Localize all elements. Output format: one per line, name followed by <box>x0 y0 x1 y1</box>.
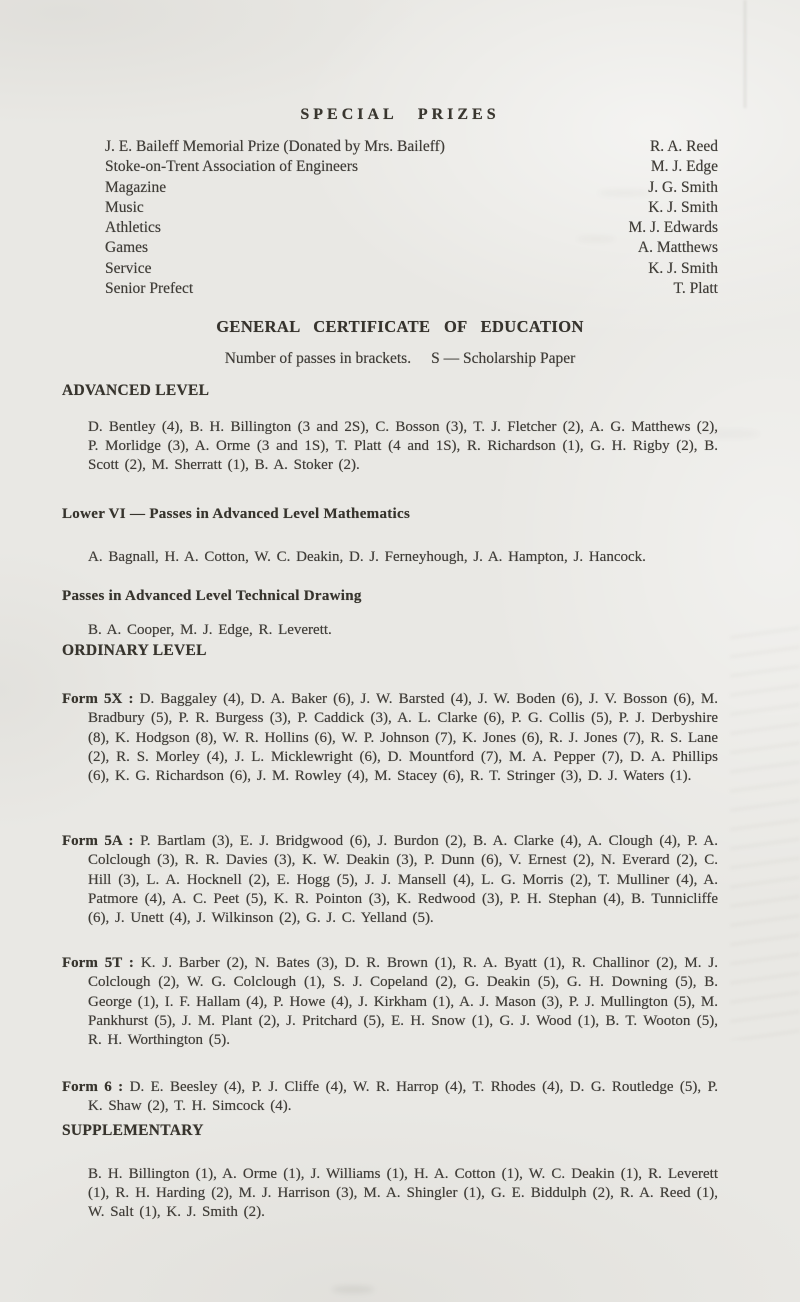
prize-recipient: J. G. Smith <box>648 178 718 196</box>
prize-name: Senior Prefect <box>105 280 194 298</box>
paper-crease <box>744 0 746 108</box>
prize-name: Stoke-on-Trent Association of Engineers <box>105 158 358 176</box>
paper-wrinkle <box>730 620 800 1040</box>
form-5x-results <box>62 690 718 786</box>
prize-row <box>105 279 718 299</box>
prize-name: Service <box>105 259 152 277</box>
technical-drawing-heading: Passes in Advanced Level Technical Drawing <box>62 588 362 604</box>
gce-note-right: S — Scholarship Paper <box>431 350 576 367</box>
supplementary-heading: SUPPLEMENTARY <box>62 1122 204 1139</box>
prize-name: Games <box>105 239 149 257</box>
form-5t-names: K. J. Barber (2), N. Bates (3), D. R. Brown (1), R. A. Byatt (1), R. Challinor (2), M. J. Colclough (2), W. G. Colclough (1), S. J. Copeland (2), G. Deakin (5), G. H. Downing (5), B. George (1), I. F. Hallam (4), P. Howe (4), J. Kirkham (1), A. J. Mason (3), P. J. Mullington (5), M. Pankhurst (5), J. M. Plant (2), J. Pritchard (5), E. H. Snow (1), G. J. Wood (1), B. T. Wooton (5), R. H. Worthington (5). <box>88 955 719 1049</box>
form-6-label: Form 6 : <box>62 1079 124 1095</box>
prize-recipient: M. J. Edge <box>650 158 718 176</box>
form-5a-label: Form 5A : <box>62 833 134 849</box>
supplementary-names: B. H. Billington (1), A. Orme (1), J. Williams (1), H. A. Cotton (1), W. C. Deakin (1), R. Leverett (1), R. H. Harding (2), M. J. Harrison (3), M. A. Shingler (1), G. E. Biddulph (2), R. A. Reed (1), W. Salt (1), K. J. Smith (2). <box>88 1166 718 1220</box>
prize-recipient: A. Matthews <box>637 239 718 257</box>
prize-recipient: M. J. Edwards <box>628 219 718 237</box>
prize-recipient: T. Platt <box>673 280 718 298</box>
prize-row <box>105 157 718 177</box>
prize-row <box>105 218 718 238</box>
prize-row <box>105 259 718 279</box>
scan-smudge <box>332 1286 374 1293</box>
gce-title: GENERAL CERTIFICATE OF EDUCATION <box>216 317 584 336</box>
form-5a-results <box>62 832 718 928</box>
prize-name: Music <box>105 198 144 216</box>
gce-note-left: Number of passes in brackets. <box>224 350 412 367</box>
ordinary-level-heading: ORDINARY LEVEL <box>62 642 207 659</box>
form-5a-names: P. Bartlam (3), E. J. Bridgwood (6), J. Burdon (2), B. A. Clarke (4), A. Clough (4), P. A. Colclough (3), R. R. Davies (3), K. W. Deakin (3), P. Dunn (6), V. Ernest (2), N. Everard (2), C. Hill (3), L. A. Hocknell (2), E. Hogg (5), J. J. Mansell (4), L. G. Morris (2), T. Mulliner (4), A. Patmore (4), A. C. Peet (5), K. R. Pointon (3), K. Redwood (3), P. H. Stephan (4), B. Tunnicliffe (6), J. Unett (4), J. Wilkinson (2), G. J. C. Yelland (5). <box>88 833 719 927</box>
special-prizes-title: SPECIAL PRIZES <box>300 106 500 123</box>
form-5t-label: Form 5T : <box>62 955 134 971</box>
prize-row <box>105 137 718 157</box>
prize-row <box>105 198 718 218</box>
form-6-results <box>62 1078 718 1117</box>
form-5x-label: Form 5X : <box>62 691 134 707</box>
prize-row <box>105 238 718 258</box>
prize-name: Magazine <box>105 178 167 196</box>
prize-recipient: K. J. Smith <box>648 259 718 277</box>
prize-row <box>105 178 718 198</box>
special-prizes-list <box>105 137 718 299</box>
lower-vi-names: A. Bagnall, H. A. Cotton, W. C. Deakin, D. J. Ferneyhough, J. A. Hampton, J. Hancock. <box>88 549 646 565</box>
form-5t-results <box>62 954 718 1050</box>
prize-recipient: R. A. Reed <box>649 138 718 155</box>
prize-recipient: K. J. Smith <box>648 198 718 216</box>
form-5x-names: D. Baggaley (4), D. A. Baker (6), J. W. Barsted (4), J. W. Boden (6), J. V. Bosson (6), M. Bradbury (5), P. R. Burgess (3), P. Caddick (3), A. L. Clarke (6), P. G. Collis (5), P. J. Derbyshire (8), K. Hodgson (8), W. R. Hollins (6), W. P. Johnson (7), K. Jones (6), R. J. Jones (7), R. S. Lane (2), R. S. Morley (4), J. L. Micklewright (6), D. Mountford (7), M. A. Pepper (7), D. A. Phillips (6), K. G. Richardson (6), J. M. Rowley (4), M. Stacey (6), R. T. Stringer (3), D. J. Waters (1). <box>88 691 718 785</box>
technical-drawing-names: B. A. Cooper, M. J. Edge, R. Leverett. <box>88 622 332 638</box>
advanced-level-names: D. Bentley (4), B. H. Billington (3 and 2S), C. Bosson (3), T. J. Fletcher (2), A. G. Matthews (2), P. Morlidge (3), A. Orme (3 and 1S), T. Platt (4 and 1S), R. Richardson (1), G. H. Rigby (2), B. Scott (2), M. Sherratt (1), B. A. Stoker (2). <box>88 419 718 473</box>
gce-note <box>0 350 800 368</box>
advanced-level-heading: ADVANCED LEVEL <box>62 382 210 399</box>
prize-name: Athletics <box>105 219 161 237</box>
prize-name: J. E. Baileff Memorial Prize (Donated by Mrs. Baileff) <box>105 138 445 155</box>
lower-vi-heading: Lower VI — Passes in Advanced Level Mathematics <box>62 506 411 522</box>
form-6-names: D. E. Beesley (4), P. J. Cliffe (4), W. R. Harrop (4), T. Rhodes (4), D. G. Routledge (5), P. K. Shaw (2), T. H. Simcock (4). <box>88 1079 719 1115</box>
